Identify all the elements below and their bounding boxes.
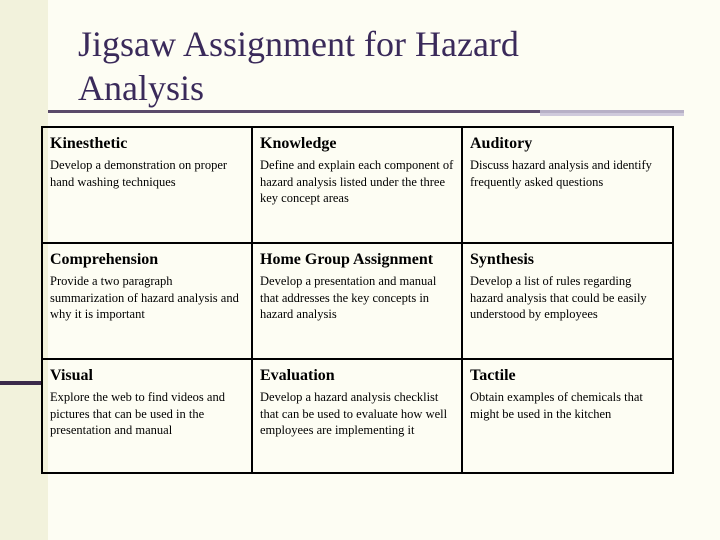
jigsaw-grid xyxy=(41,126,674,474)
cell-heading: Comprehension xyxy=(50,251,159,268)
slide-title-line-2: Analysis xyxy=(78,68,204,108)
grid-cell-home-group-assignment xyxy=(253,244,463,360)
cell-text: Develop a hazard analysis checklist that can be used to evaluate how well employees are implementing it xyxy=(260,390,448,437)
cell-heading: Evaluation xyxy=(260,367,335,384)
slide-title xyxy=(78,22,638,110)
grid-cell-comprehension xyxy=(43,244,253,360)
cell-text: Explore the web to find videos and pictures that can be used in the presentation and manual xyxy=(50,390,225,437)
grid-cell-knowledge xyxy=(253,128,463,244)
cell-heading: Tactile xyxy=(470,367,516,384)
cell-text: Define and explain each component of hazard analysis listed under the three key concept areas xyxy=(260,158,454,205)
cell-text: Provide a two paragraph summarization of hazard analysis and why it is important xyxy=(50,274,239,321)
grid-cell-auditory xyxy=(463,128,672,244)
cell-text: Develop a demonstration on proper hand washing techniques xyxy=(50,158,228,189)
title-divider-accent xyxy=(540,110,684,116)
grid-cell-kinesthetic xyxy=(43,128,253,244)
slide-title-line-1: Jigsaw Assignment for Hazard xyxy=(78,24,519,64)
cell-text: Obtain examples of chemicals that might be used in the kitchen xyxy=(470,390,643,421)
grid-cell-evaluation xyxy=(253,360,463,472)
cell-text: Discuss hazard analysis and identify frequently asked questions xyxy=(470,158,652,189)
cell-text: Develop a presentation and manual that addresses the key concepts in hazard analysis xyxy=(260,274,437,321)
grid-cell-tactile xyxy=(463,360,672,472)
cell-heading: Knowledge xyxy=(260,135,337,152)
cell-heading: Auditory xyxy=(470,135,533,152)
cell-heading: Visual xyxy=(50,367,93,384)
cell-heading: Kinesthetic xyxy=(50,135,128,152)
grid-cell-visual xyxy=(43,360,253,472)
cell-text: Develop a list of rules regarding hazard analysis that could be easily understood by employees xyxy=(470,274,647,321)
grid-cell-synthesis xyxy=(463,244,672,360)
cell-heading: Home Group Assignment xyxy=(260,251,434,268)
cell-heading: Synthesis xyxy=(470,251,535,268)
left-accent-rule xyxy=(0,381,42,385)
